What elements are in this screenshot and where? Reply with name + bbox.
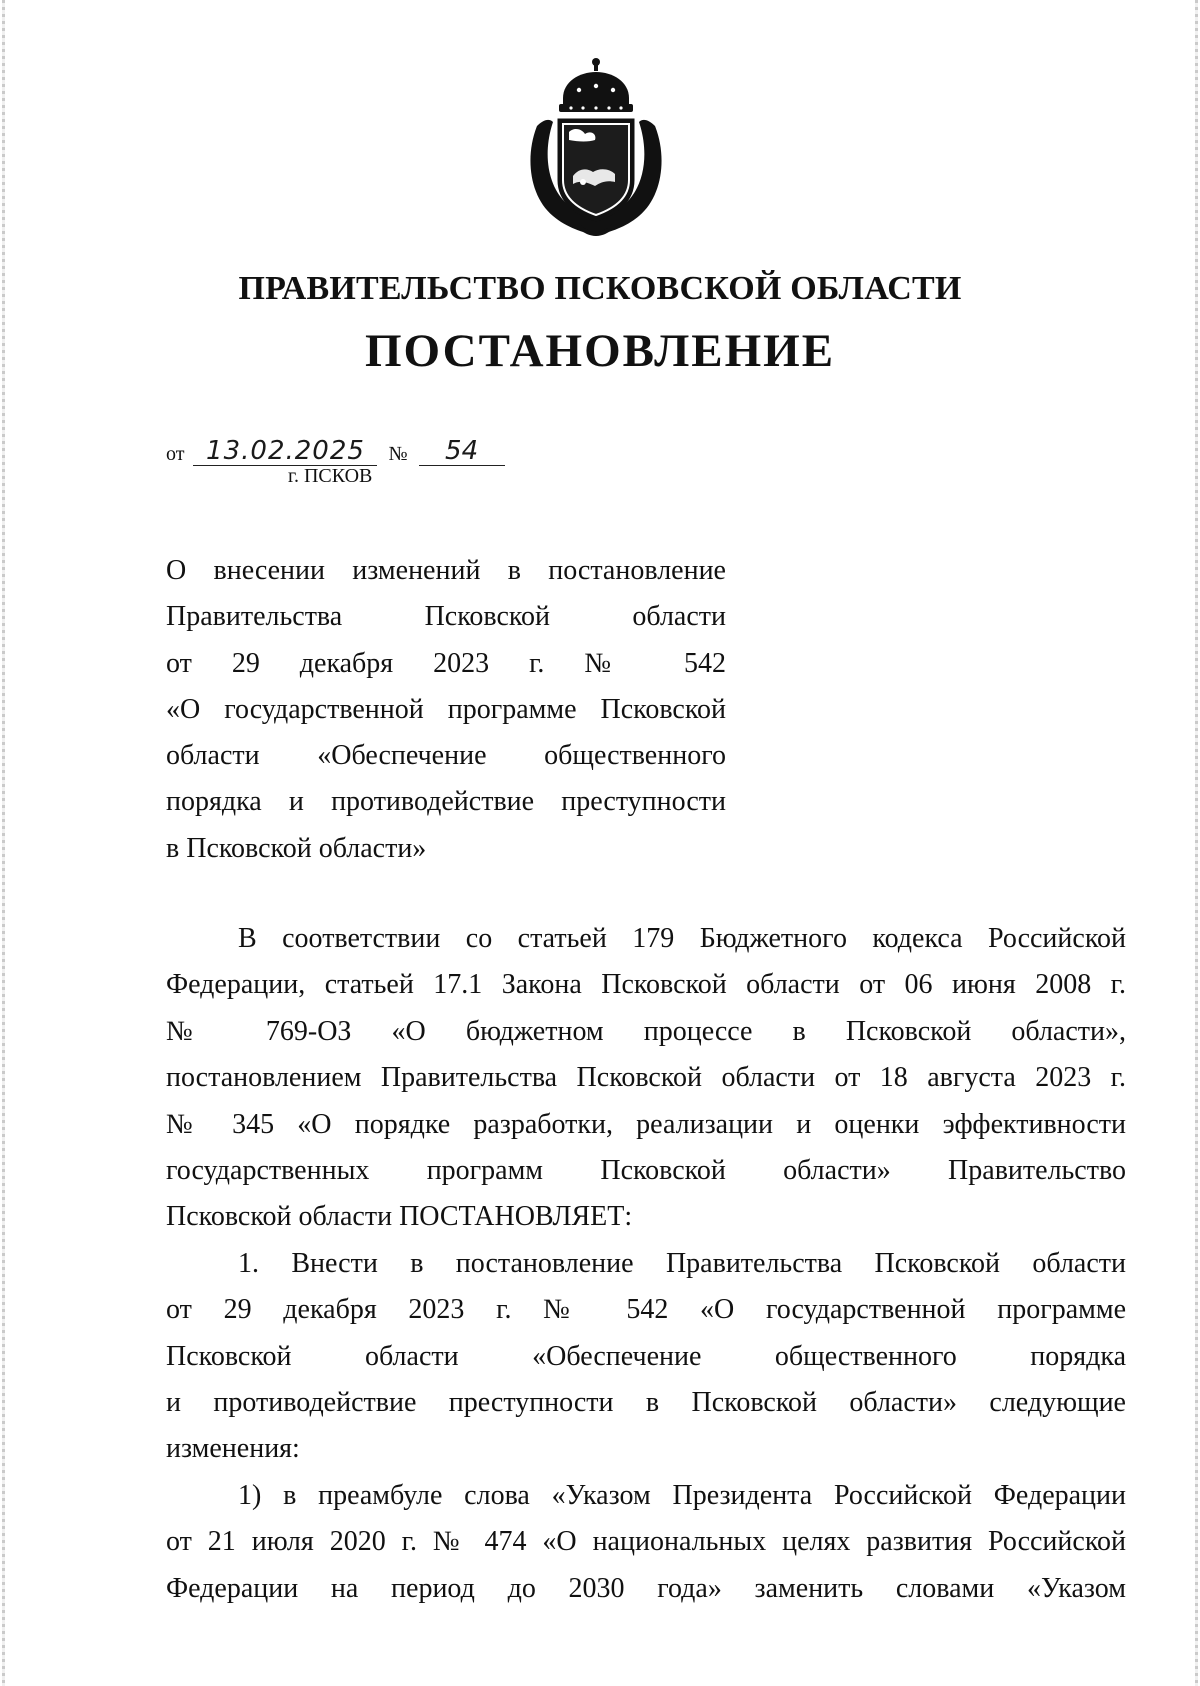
body-line: Псковской области ПОСТАНОВЛЯЕТ: — [166, 1201, 633, 1233]
subject-line: области «Обеспечение общественного — [166, 740, 726, 772]
document-body — [166, 916, 1126, 1612]
city-label: г. ПСКОВ — [288, 465, 373, 487]
body-line: № 345 «О порядке разработки, реализации и оценки эффективности — [166, 1108, 1126, 1140]
date-number-line — [166, 437, 505, 467]
body-line: Федерации на период до 2030 года» заменить словами «Указом — [166, 1572, 1126, 1604]
subject-line: в Псковской области» — [166, 832, 427, 864]
document-type-title: ПОСТАНОВЛЕНИЕ — [364, 325, 836, 377]
body-line: № 769-ОЗ «О бюджетном процессе в Псковской области», — [166, 1015, 1126, 1047]
subject-line: «О государственной программе Псковской — [166, 693, 726, 725]
pskov-coat-of-arms-icon — [523, 56, 669, 240]
body-line: от 29 декабря 2023 г. № 542 «О государственной программе — [166, 1294, 1126, 1326]
handwritten-date: 13.02.2025 — [193, 437, 377, 466]
number-prefix: № — [388, 443, 408, 465]
body-line: Псковской области «Обеспечение общественного порядка — [166, 1340, 1126, 1372]
body-line: от 21 июля 2020 г. № 474 «О национальных целях развития Российской — [166, 1526, 1126, 1558]
document-subject — [166, 548, 726, 872]
scan-edge-left — [2, 0, 5, 1686]
body-line: постановлением Правительства Псковской области от 18 августа 2023 г. — [166, 1062, 1126, 1094]
date-prefix: от — [166, 443, 185, 465]
subject-line: О внесении изменений в постановление — [166, 555, 726, 586]
body-line: 1) в преамбуле слова «Указом Президента Российской Федерации — [238, 1479, 1126, 1511]
subject-line: от 29 декабря 2023 г. № 542 — [166, 647, 726, 679]
subject-line: Правительства Псковской области — [166, 601, 726, 633]
body-line: 1. Внести в постановление Правительства Псковской области — [238, 1247, 1126, 1279]
body-line: В соответствии со статьей 179 Бюджетного кодекса Российской — [238, 923, 1126, 954]
handwritten-number: 54 — [419, 437, 505, 466]
organization-title: ПРАВИТЕЛЬСТВО ПСКОВСКОЙ ОБЛАСТИ — [238, 270, 962, 307]
subject-line: порядка и противодействие преступности — [166, 786, 726, 818]
body-line: Федерации, статьей 17.1 Закона Псковской области от 06 июня 2008 г. — [166, 969, 1126, 1001]
body-line: и противодействие преступности в Псковской области» следующие — [166, 1387, 1126, 1419]
body-line: изменения: — [166, 1433, 300, 1465]
scan-edge-right — [1195, 0, 1198, 1686]
body-line: государственных программ Псковской области» Правительство — [166, 1155, 1126, 1187]
